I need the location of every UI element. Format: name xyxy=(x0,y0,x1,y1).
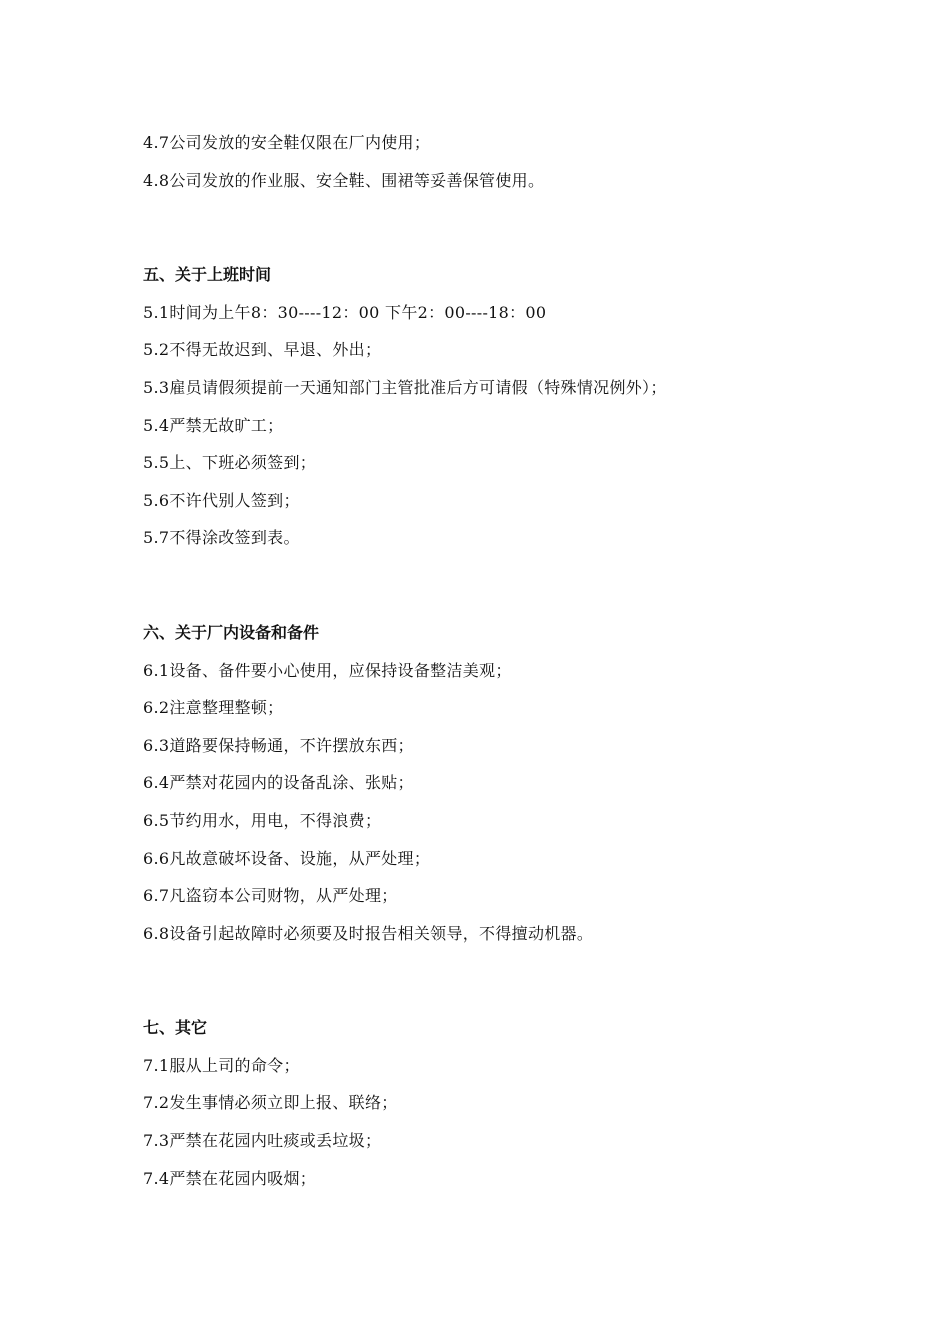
list-item: 6.5节约用水，用电，不得浪费； xyxy=(143,810,382,830)
list-item: 5.2不得无故迟到、早退、外出； xyxy=(143,340,382,360)
section-heading: 六、关于厂内设备和备件 xyxy=(143,622,320,642)
list-item: 6.2注意整理整顿； xyxy=(143,698,284,718)
section-6-equipment xyxy=(143,614,863,952)
list-item: 7.3严禁在花园内吐痰或丢垃圾； xyxy=(143,1131,382,1151)
list-item: 5.6不许代别人签到； xyxy=(143,490,300,510)
section-spacer xyxy=(143,557,863,614)
list-item: 6.8设备引起故障时必须要及时报告相关领导，不得擅动机器。 xyxy=(143,923,594,943)
list-item: 7.2发生事情必须立即上报、联络； xyxy=(143,1093,398,1113)
list-item: 6.4严禁对花园内的设备乱涂、张贴； xyxy=(143,773,414,793)
list-item: 5.7不得涂改签到表。 xyxy=(143,528,300,548)
list-item: 7.4严禁在花园内吸烟； xyxy=(143,1168,317,1188)
list-item: 7.1服从上司的命令； xyxy=(143,1055,300,1075)
section-4-continued xyxy=(143,124,863,199)
list-item: 5.1时间为上午8：30----12：00 下午2：00----18：00 xyxy=(143,302,547,322)
section-spacer xyxy=(143,952,863,1009)
list-item: 6.6凡故意破坏设备、设施，从严处理； xyxy=(143,848,431,868)
section-7-other xyxy=(143,1009,863,1197)
list-item: 5.3雇员请假须提前一天通知部门主管批准后方可请假（特殊情况例外）； xyxy=(143,377,667,397)
list-item: 5.5上、下班必须签到； xyxy=(143,453,317,473)
list-item: 6.7凡盗窃本公司财物，从严处理； xyxy=(143,886,398,906)
list-item: 6.3道路要保持畅通，不许摆放东西； xyxy=(143,735,414,755)
list-item: 5.4严禁无故旷工； xyxy=(143,415,284,435)
list-item: 4.7公司发放的安全鞋仅限在厂内使用； xyxy=(143,133,431,152)
list-item: 6.1设备、备件要小心使用，应保持设备整洁美观； xyxy=(143,660,512,680)
section-spacer xyxy=(143,199,863,256)
list-item: 4.8公司发放的作业服、安全鞋、围裙等妥善保管使用。 xyxy=(143,170,545,190)
document-page xyxy=(143,124,863,1197)
section-heading: 五、关于上班时间 xyxy=(143,265,272,285)
section-5-work-hours xyxy=(143,256,863,557)
section-heading: 七、其它 xyxy=(143,1018,208,1038)
